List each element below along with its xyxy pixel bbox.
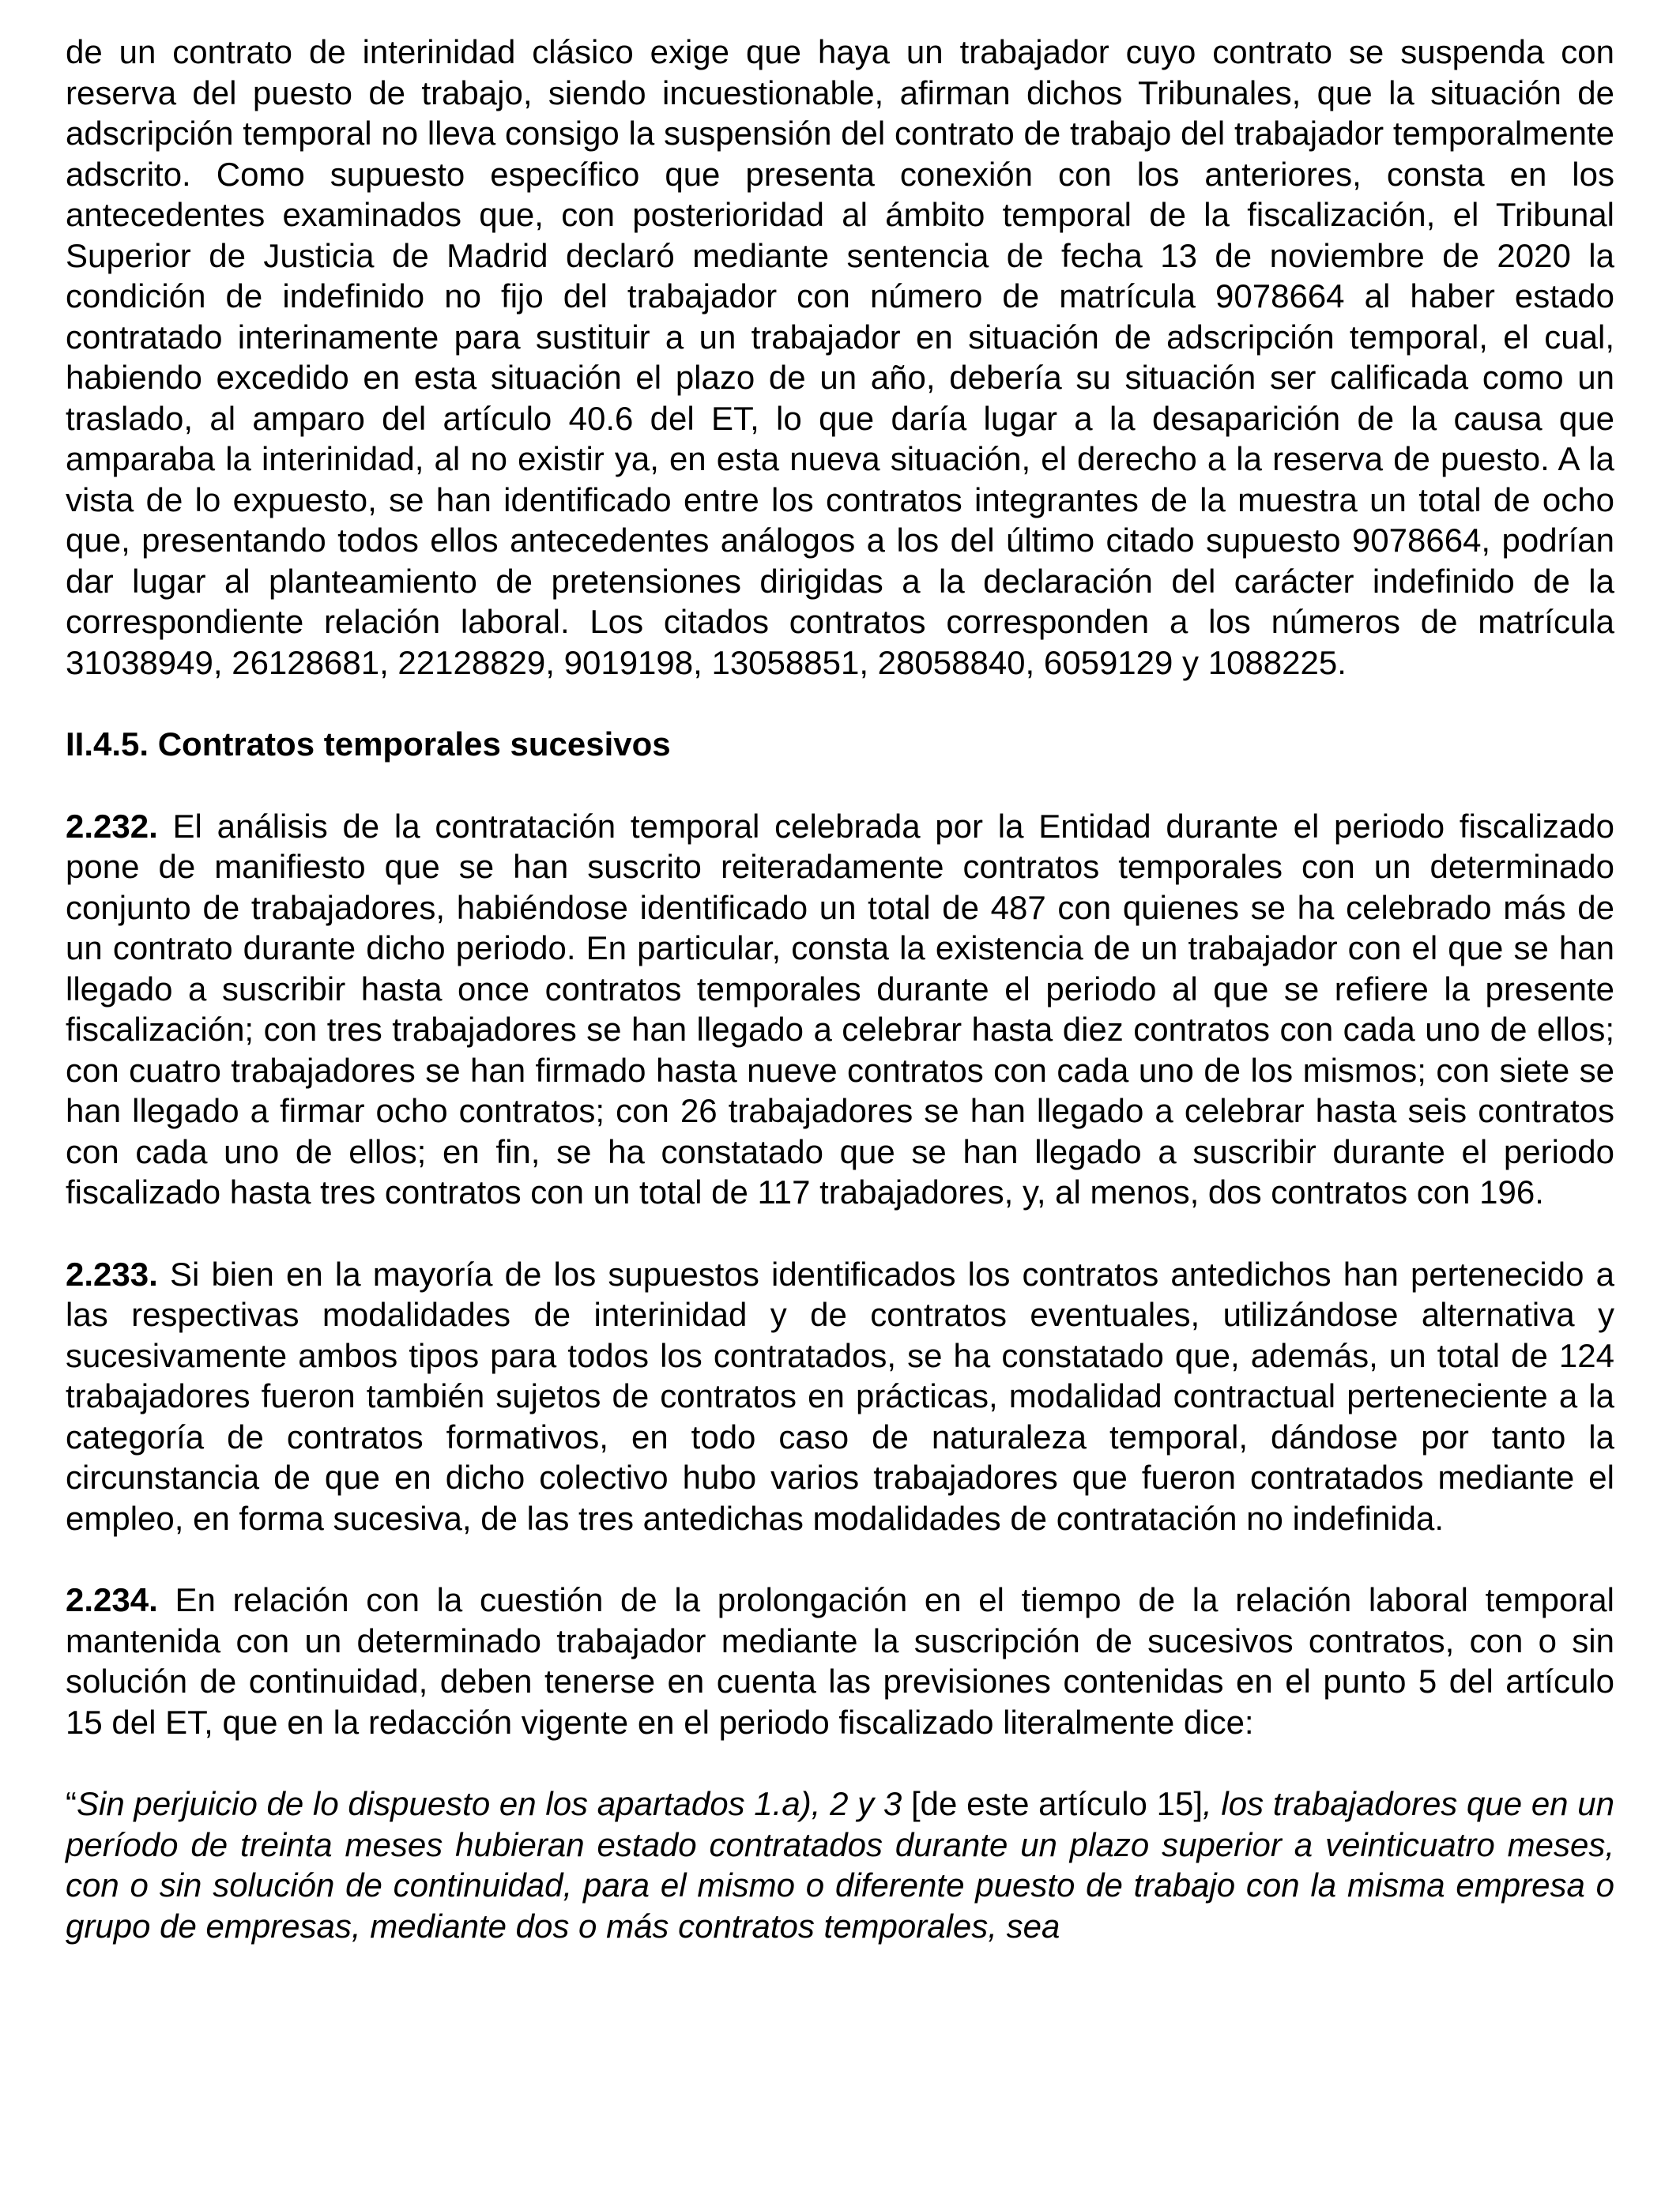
paragraph-text: El análisis de la contratación temporal celebrada por la Entidad durante el periodo fiscalizado pone de manifiesto que se han suscrito reiteradamente contratos temporales con un determinado conjunto de trabajadores, habiéndose identificado un total de 487 con quienes se ha celebrado más de un contrato durante dicho periodo. En particular, consta la existencia de un trabajador con el que se han llegado a suscribir hasta once contratos temporales durante el periodo al que se refiere la presente fiscalización; con tres trabajadores se han llegado a celebrar hasta diez contratos con cada uno de ellos; con cuatro trabajadores se han firmado hasta nueve contratos con cada uno de los mismos; con siete se han llegado a firmar ocho contratos; con 26 trabajadores se han llegado a celebrar hasta seis contratos con cada uno de ellos; en fin, se ha constatado que se han llegado a suscribir durante el periodo fiscalizado hasta tres contratos con un total de 117 trabajadores, y, al menos, dos contratos con 196. <box>66 807 1614 1211</box>
section-heading: II.4.5. Contratos temporales sucesivos <box>66 725 671 763</box>
paragraph-number: 2.234. <box>66 1581 158 1618</box>
legal-quote <box>66 1783 1614 1946</box>
quote-open-mark: “ <box>66 1785 77 1822</box>
paragraph-number: 2.232. <box>66 807 158 845</box>
paragraph-text: En relación con la cuestión de la prolongación en el tiempo de la relación laboral temporal mantenida con un determinado trabajador mediante la suscripción de sucesivos contratos, con o sin solución de continuidad, deben tenerse en cuenta las previsiones contenidas en el punto 5 del artículo 15 del ET, que en la redacción vigente en el periodo fiscalizado literalmente dice: <box>66 1581 1614 1741</box>
intro-paragraph: de un contrato de interinidad clásico exige que haya un trabajador cuyo contrato se suspenda con reserva del puesto de trabajo, siendo incuestionable, afirman dichos Tribunales, que la situación de adscripción temporal no lleva consigo la suspensión del contrato de trabajo del trabajador temporalmente adscrito. Como supuesto específico que presenta conexión con los anteriores, consta en los antecedentes examinados que, con posterioridad al ámbito temporal de la fiscalización, el Tribunal Superior de Justicia de Madrid declaró mediante sentencia de fecha 13 de noviembre de 2020 la condición de indefinido no fijo del trabajador con número de matrícula 9078664 al haber estado contratado interinamente para sustituir a un trabajador en situación de adscripción temporal, el cual, habiendo excedido en esta situación el plazo de un año, debería su situación ser calificada como un traslado, al amparo del artículo 40.6 del ET, lo que daría lugar a la desaparición de la causa que amparaba la interinidad, al no existir ya, en esta nueva situación, el derecho a la reserva de puesto. A la vista de lo expuesto, se han identificado entre los contratos integrantes de la muestra un total de ocho que, presentando todos ellos antecedentes análogos a los del último citado supuesto 9078664, podrían dar lugar al planteamiento de pretensiones dirigidas a la declaración del carácter indefinido de la correspondiente relación laboral. Los citados contratos corresponden a los números de matrícula 31038949, 26128681, 22128829, 9019198, 13058851, 28058840, 6059129 y 1088225. <box>66 33 1614 681</box>
quote-italic-part-1: Sin perjuicio de lo dispuesto en los apartados 1.a), 2 y 3 <box>77 1785 902 1822</box>
quote-italic-part-2: , los trabajadores que en un período de treinta meses hubieran estado contratados durante un plazo superior a veinticuatro meses, con o sin solución de continuidad, para el mismo o diferente puesto de trabajo con la misma empresa o grupo de empresas, mediante dos o más contratos temporales, sea <box>66 1785 1614 1945</box>
paragraph-2-234 <box>66 1580 1614 1742</box>
paragraph-2-232 <box>66 806 1614 1213</box>
paragraph-2-233 <box>66 1254 1614 1539</box>
paragraph-text: Si bien en la mayoría de los supuestos identificados los contratos antedichos han pertenecido a las respectivas modalidades de interinidad y de contratos eventuales, utilizándose alternativa y sucesivamente ambos tipos para todos los contratados, se ha constatado que, además, un total de 124 trabajadores fueron también sujetos de contratos en prácticas, modalidad contractual perteneciente a la categoría de contratos formativos, en todo caso de naturaleza temporal, dándose por tanto la circunstancia de que en dicho colectivo hubo varios trabajadores que fueron contratados mediante el empleo, en forma sucesiva, de las tres antedichas modalidades de contratación no indefinida. <box>66 1255 1614 1537</box>
document-page <box>66 32 1614 1946</box>
paragraph-number: 2.233. <box>66 1255 158 1293</box>
quote-plain-part: [de este artículo 15] <box>902 1785 1203 1822</box>
